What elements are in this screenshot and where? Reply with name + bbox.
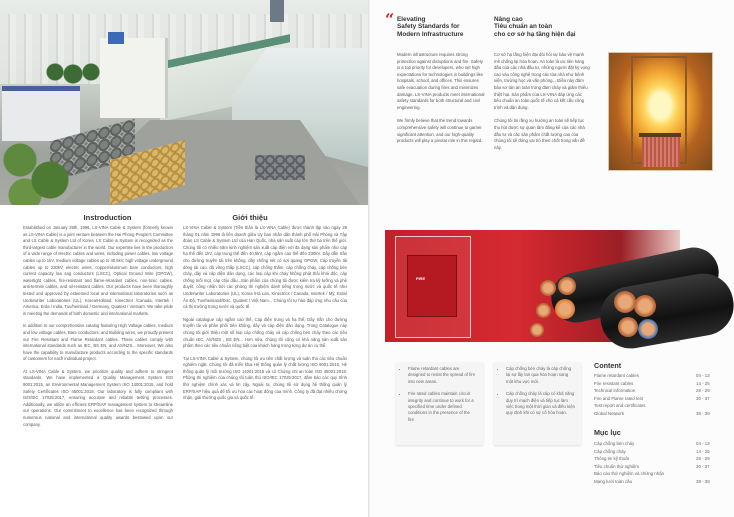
factory-aerial-photo: [0, 0, 370, 205]
info-box-vietnamese: • Cáp chống bén cháy là cáp chống lại sự lây lan qua hỏa hoạn sang một khu vực mới. • Cáp chống cháy là cáp có khả năng duy trì mạch điện và tiếp tục làm việc trong một thời gian và điều kiện quy định khi có sự cố hỏa hoạn.: [494, 362, 581, 445]
introduction-body: [23, 225, 173, 434]
fire-test-photo: [608, 52, 713, 171]
toc-item[interactable]: Tiêu chuẩn thử nghiệm 30 - 37: [594, 463, 710, 469]
toc-english: [594, 372, 720, 418]
toc-item[interactable]: Technical information 26 - 29: [594, 388, 710, 394]
info-box-english: • Flame retardant cables are designed to resist the spread of fire into new areas. • Fire rated cables maintain circuit integrity and continue to work for a specified time under defined conditions in the presence of the fire: [396, 362, 483, 445]
toc-vietnamese-title: Mục lục: [594, 428, 621, 437]
heading-vietnamese: Nâng cao Tiêu chuẩn an toàn cho cơ sở hạ tầng hiện đại: [494, 16, 576, 38]
toc-english-title: Content: [594, 361, 622, 370]
intro-text-english: Modern infrastructure requires strong protection against disruptions and fire. Safety is a top priority for developers, who set high expectations for technologies in buildings like hospitals, school, and offices. This ensures safe evacuation during fires and minimizes damage. LS-VINA products meet international safety standards for both structural and civil engineering. We firmly believe that the trend towards comprehensive safety will continue to garner significant attention, and our high-quality products will play a pivotal role in this regard.: [397, 52, 485, 144]
toc-item[interactable]: Mạng lưới toàn cầu 38 - 39: [594, 478, 710, 484]
gioi-thieu-body: [183, 225, 347, 408]
quote-icon: “: [385, 10, 395, 29]
introduction-title: Instroduction: [83, 213, 132, 222]
gioi-thieu-title: Giới thiệu: [232, 213, 268, 222]
toc-item[interactable]: Thông tin kỹ thuật 26 - 29: [594, 456, 710, 462]
gioi-thieu-paragraph: Tại LS-VINA Cable & System, chúng tôi ưu tiên chất lượng và tuân thủ các tiêu chuẩn nghiêm ngặt. Chúng tôi đã triển khai Hệ thống quản lý chất lượng ISO 9001:2015, Hệ thống quản lý môi trường ISO 14001:2015 và có Chứng chỉ an toàn ISO 45001:2018. Phòng thí nghiệm của chúng tôi tuân thủ ISO/IEC 17025:2017, đảm bảo các quy trình thử nghiệm chính xác và tin cậy. Ngoài ra, chúng tôi sử dụng hệ thống quản lý ERP/SAP hiệu quả để tối ưu hóa các hoạt động của mình. Công ty đã đạt nhiều chứng nhận, giải thưởng quốc gia và quốc tế.: [183, 355, 347, 401]
toc-item[interactable]: Báo cáo thử nghiệm và chứng nhận: [594, 471, 665, 477]
toc-item[interactable]: Cáp chống bén cháy 04 - 13: [594, 441, 710, 446]
intro-paragraph: Established on January 29th, 1996, LS-VINA Cable & System (formerly known as LS-VINA Cable) is a joint venture between the Hai Phong People's Committee and LS Cable & System Ltd of Korea. LS Cable & System is recognized as the third-largest cable manufacturer in the world. Our expertise lies in the production of a wide range of electric cables and wires, including power cables, low voltage cables up to 1kV, medium voltage cables up to 40.5kV, high voltage underground cables up to 230kV, electric wires, copper/aluminum bare conductors, high current capacity low sag conductors (LSCC), Optical Ground Wire (OPGW), watertight cables, fire-resistant and flame-retardant cables, non-toxic cables, anti-termite cables, and oil-resistant cables. Our products have been thoroughly tested and approved by esteemed local and international laboratories such as Underwriter Laboratories (UL), Korea/Holland, Kinectrics /Canada, Intertek / America, Erda / India, Tuv/heinland / Germany, Quatest / Vietnam. We take pride in meeting the demands of both domestic and international markets.: [23, 225, 174, 316]
heading-english: Elevating Safety Standards for Modern Infrastructure: [397, 16, 464, 38]
toc-item[interactable]: Cáp chống cháy 14 - 25: [594, 448, 710, 454]
toc-item[interactable]: Fire and Flame rated test 30 - 37: [594, 395, 710, 401]
gioi-thieu-paragraph: LS-VINA Cable & System (Tiền thân là LS-VINA Cable) được thành lập vào ngày 29 tháng 01 năm 1996 là liên doanh giữa Ủy ban nhân dân thành phố Hải Phòng và Tập đoàn LS Cable & System Ltd của Hàn Quốc, nhà sản xuất cáp lớn thứ ba trên thế giới. Chúng tôi có nhiều năm kinh nghiệm sản xuất cáp điện với đa dạng sản phẩm như cáp hạ thế đến 1kV, cáp trung thế đến 40,5kV, cáp ngầm cao thế đến 230kV. Dây dẫn trần cho đường truyền tải trên không, dây chống sét có sợi quang OPGW, Cáp truyền tải dòng tải cao, độ võng thấp (LSCC), cáp chống thấm, cáp chống cháy, cáp chống bén cháy, dây và cáp điện dân dụng, các loại cáp khi cháy không phát thải khói độc, cáp chống mối mọt, cáp chịu dầu...Sản phẩm của chúng tôi được kiểm tra kỹ lưỡng và phê duyệt, công nhận bởi các phòng thí nghiệm danh tiếng trong nước và quốc tế như Underwriter Laboratories (UL), Korea /Hà Lan, Kinectrics / Canada, Intertek / Mỹ, Erda/Ấn Độ, Tuvrheinland/Đức, Quatest / Việt Nam... Chúng tôi tự hào đáp ứng nhu cầu của cả thị trường trong nước và quốc tế.: [183, 225, 347, 310]
intro-paragraph: At LS-VINA Cable & System, we prioritize quality and adhere to stringent standards. We have implemented a Quality Management System ISO 9001:2015, an Environmental Management System ISO 14001:2015, and hold Safety Certificates ISO 45001:2018. Our laboratory is fully compliant with ISO/IEC 17025:2017, ensuring accurate and reliable testing processes. Additionally, we utilize an efficient ERP/SAP management system to streamline our operations. Our commitment to excellence has been recognized through numerous national and international quality awards bestowed upon our company.: [23, 368, 173, 427]
ls-logo-sign: [108, 32, 124, 44]
toc-item[interactable]: Global Network 38 - 39: [594, 410, 710, 416]
toc-item[interactable]: Flame retardant cables 04 - 13: [594, 373, 710, 378]
toc-item[interactable]: Fire resistant cables 14 - 25: [594, 380, 710, 386]
intro-text-vietnamese: Cơ sở hạ tầng hiện đại đòi hỏi sự bảo vệ mạnh mẽ chống lại hỏa hoạn. An toàn là ưu tiên hàng đầu của các nhà đầu tư, những người đặt kỳ vọng cao vào công nghệ trong các tòa nhà như bệnh viện, trường học và văn phòng... Điều này đảm bảo sơ tán an toàn trong đám cháy và giảm thiểu thiệt hại. Sản phẩm của LS-VINA đáp ứng các tiêu chuẩn an toàn quốc tế cho cả kết cấu công trình và dân dụng. Chúng tôi tin rằng xu hướng an toàn sẽ tiếp tục thu hút được sự quan tâm đáng kể của các nhà đầu tư và các sản phẩm chất lượng cao của chúng tôi sẽ đóng vai trò then chốt trong vấn đề này.: [494, 52, 590, 150]
fire-alarm-icon: FIRE: [407, 255, 457, 317]
toc-vietnamese: [594, 440, 720, 486]
intro-paragraph: In addition to our comprehensive catalog featuring High Voltage cables, medium and low voltage cables, Bare conductors, and Building wires, we proudly present our Fire Resistant and Flame Retardant cables. These cables comply with international standards such as IEC, BS EN, and AS/NZS... Moreover, We also have the capability to manufacture products according to the specific standards of customers for each individual project.: [23, 323, 173, 362]
power-cables-photo: [530, 255, 734, 355]
gioi-thieu-paragraph: Ngoài catalogue cáp ngầm cao thế, Cáp điện trung và hạ thế, Dây trần cho đường truyền tải và phân phối trên không, dây và cáp điện dân dụng. Trong Catalogue này chúng tôi giới thiệu một số loại cáp chống cháy và cáp chống bén cháy theo các tiêu chuẩn IEC, AS/NZS , BS EN... Hơn nữa, chúng tôi cũng có khả năng sản xuất sản phẩm theo các tiêu chuẩn riêng biệt của khách hàng trong từng dự án cụ thể.: [183, 316, 347, 349]
toc-item[interactable]: Test report and certificates: [594, 403, 646, 409]
